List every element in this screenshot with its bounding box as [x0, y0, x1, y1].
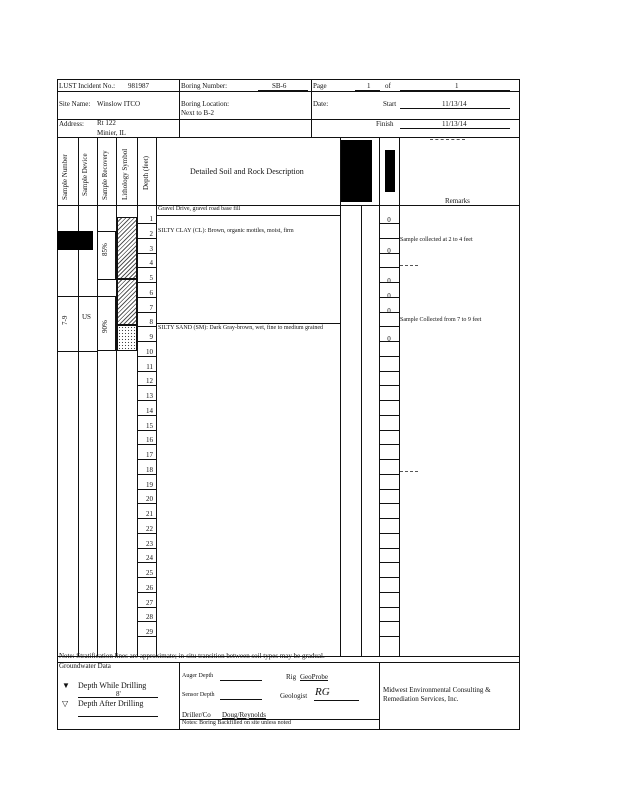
depth-tick — [137, 326, 156, 327]
rig-label: Rig — [286, 673, 297, 681]
depth-number: 6 — [149, 288, 153, 297]
boring-location-value: Next to B-2 — [181, 109, 215, 117]
pid-row-line — [379, 238, 399, 239]
depth-tick — [137, 415, 156, 416]
notes-label: Notes: Boring Backfilled on site unless noted — [182, 720, 291, 726]
depth-tick — [137, 459, 156, 460]
sample-device-2: US — [82, 313, 91, 321]
site-name-value: Winslow ITCO — [97, 100, 141, 108]
sample-recovery-2: 90% — [101, 320, 109, 333]
description-3: SILTY SAND (SM): Dark Gray-brown, wet, fine to medium grained — [158, 325, 324, 331]
depth-tick — [137, 238, 156, 239]
depth-number: 26 — [146, 583, 153, 592]
pid-row-line — [379, 444, 399, 445]
depth-number: 20 — [146, 495, 153, 504]
depth-tick — [137, 400, 156, 401]
depth-number: 25 — [146, 569, 153, 577]
depth-tick — [137, 621, 156, 622]
depth-after-drilling-label: Depth After Drilling — [78, 699, 144, 708]
header-bottom-line — [57, 205, 520, 206]
pid-reading: 0 — [387, 277, 391, 285]
incident-value: 981987 — [128, 82, 149, 90]
geologist-signature: RG — [315, 686, 330, 698]
footer-line — [57, 662, 520, 663]
underline — [400, 128, 510, 129]
auger-depth-label: Auger Depth — [182, 673, 214, 679]
underline — [78, 697, 158, 698]
remark-2: Sample Collected from 7 to 9 feet — [400, 317, 482, 323]
lithology-clay-symbol — [117, 279, 137, 325]
col-line — [340, 137, 341, 656]
header-row-line — [57, 91, 520, 92]
depth-number: 18 — [146, 465, 153, 474]
depth-number: 9 — [149, 333, 153, 341]
pid-row-line — [379, 430, 399, 431]
pid-reading: 0 — [387, 216, 391, 224]
underline — [400, 108, 510, 109]
col-header-sample-number: Sample Number — [61, 154, 69, 200]
pid-reading: 0 — [387, 292, 391, 300]
depth-number: 4 — [149, 259, 153, 268]
col-line — [97, 137, 98, 656]
sensor-depth-label: Sensor Depth — [182, 692, 215, 698]
col-line — [399, 137, 400, 656]
depth-tick — [137, 312, 156, 313]
depth-tick — [137, 253, 156, 254]
depth-tick — [137, 503, 156, 504]
underline — [220, 680, 262, 681]
pid-reading: 0 — [387, 335, 391, 343]
underline — [78, 716, 158, 717]
pid-row-line — [379, 562, 399, 563]
depth-number: 1 — [149, 215, 153, 223]
pid-row-line — [379, 385, 399, 386]
depth-tick — [137, 267, 156, 268]
sample-number-2: 7-9 — [61, 315, 69, 325]
hollow-triangle-icon: ▽ — [62, 699, 69, 708]
depth-tick — [137, 474, 156, 475]
col-header-remarks: Remarks — [445, 197, 470, 205]
header-row-line — [57, 137, 520, 138]
depth-number: 2 — [149, 229, 153, 238]
page-value: 1 — [367, 82, 371, 90]
pid-row-line — [379, 518, 399, 519]
pid-row-line — [379, 356, 399, 357]
depth-tick — [137, 430, 156, 431]
depth-number: 17 — [146, 451, 153, 459]
pid-reading: 0 — [387, 247, 391, 255]
pid-row-line — [379, 267, 399, 268]
pid-row-line — [379, 489, 399, 490]
start-value: 11/13/14 — [442, 100, 467, 108]
depth-tick — [137, 607, 156, 608]
footer-col-line — [379, 662, 380, 730]
pid-row-line — [379, 621, 399, 622]
depth-number: 22 — [146, 524, 153, 533]
geologist-label: Geologist — [280, 692, 308, 700]
description-1: Gravel Drive, gravel road base fill — [158, 206, 241, 212]
depth-tick — [137, 341, 156, 342]
depth-tick — [137, 592, 156, 593]
lithology-clay-symbol — [117, 217, 137, 279]
address-value-2: Minier, IL — [97, 129, 126, 137]
depth-number: 14 — [146, 406, 153, 415]
redaction-block — [57, 231, 93, 250]
depth-tick — [137, 223, 156, 224]
remark-1: Sample collected at 2 to 4 feet — [400, 237, 473, 243]
pid-row-line — [379, 607, 399, 608]
depth-number: 28 — [146, 613, 153, 622]
filled-triangle-icon: ▼ — [62, 681, 70, 690]
boring-number-value: SB-6 — [272, 82, 287, 90]
depth-while-drilling-value: 8' — [116, 690, 121, 698]
driller-value: Doug/Reynolds — [222, 711, 266, 719]
depth-tick — [137, 489, 156, 490]
depth-number: 7 — [149, 303, 153, 312]
finish-label: Finish — [376, 120, 394, 128]
depth-number: 16 — [146, 436, 153, 445]
description-2: SILTY CLAY (CL): Brown, organic mottles, moist, firm — [158, 228, 294, 234]
sample-recovery-1: 85% — [101, 243, 109, 256]
depth-tick — [137, 297, 156, 298]
depth-number: 10 — [146, 347, 153, 356]
start-label: Start — [383, 100, 397, 108]
col-line — [379, 137, 380, 656]
depth-tick — [137, 636, 156, 637]
address-label: Address: — [59, 120, 84, 128]
depth-tick — [137, 548, 156, 549]
date-label: Date: — [313, 100, 329, 108]
depth-number: 3 — [149, 244, 153, 253]
underline — [355, 90, 380, 91]
pid-row-line — [379, 474, 399, 475]
col-header-description: Detailed Soil and Rock Description — [190, 167, 304, 176]
strata-line — [156, 215, 340, 216]
pid-row-line — [379, 592, 399, 593]
strata-line — [156, 323, 340, 324]
page-label: Page — [313, 82, 327, 90]
underline — [220, 699, 262, 700]
groundwater-label: Groundwater Data — [59, 662, 111, 670]
pid-row-line — [379, 636, 399, 637]
header-col-line — [179, 79, 180, 137]
underline — [258, 90, 308, 91]
depth-number: 5 — [149, 274, 153, 282]
rig-value: GeoProbe — [300, 673, 328, 681]
col-line — [137, 137, 138, 656]
sample-line — [57, 351, 97, 352]
depth-number: 13 — [146, 392, 153, 400]
depth-number: 8 — [149, 318, 153, 327]
incident-label: LUST Incident No.: — [59, 82, 116, 90]
dashed-mark — [430, 139, 465, 140]
depth-number: 29 — [146, 628, 153, 636]
pid-reading: 0 — [387, 307, 391, 315]
col-header-depth: Depth (feet) — [142, 155, 150, 190]
sample-line — [57, 296, 97, 297]
stratification-note: Note: Stratification lines are approximate; in-situ transition between soil types may be gradual. — [59, 652, 325, 660]
pid-row-line — [379, 503, 399, 504]
depth-tick — [137, 444, 156, 445]
depth-tick — [137, 533, 156, 534]
boring-number-label: Boring Number: — [181, 82, 228, 90]
col-header-sample-device: Sample Device — [81, 153, 89, 196]
pid-row-line — [379, 459, 399, 460]
depth-number: 21 — [146, 510, 153, 518]
pid-row-line — [379, 400, 399, 401]
depth-tick — [137, 577, 156, 578]
site-name-label: Site Name: — [59, 100, 91, 108]
depth-number: 19 — [146, 480, 153, 489]
col-line — [78, 137, 79, 656]
pid-row-line — [379, 548, 399, 549]
pid-row-line — [379, 415, 399, 416]
company-name: Midwest Environmental Consulting & Remediation Services, Inc. — [383, 686, 491, 703]
col-header-lithology-symbol: Lithology Symbol — [121, 148, 129, 200]
depth-tick — [137, 385, 156, 386]
depth-number: 27 — [146, 598, 153, 607]
depth-while-drilling-label: Depth While Drilling — [78, 681, 147, 690]
pid-row-line — [379, 577, 399, 578]
boring-location-label: Boring Location: — [181, 100, 230, 108]
of-value: 1 — [455, 82, 459, 90]
driller-label: Driller/Co — [182, 711, 211, 719]
col-header-sample-recovery: Sample Recovery — [101, 150, 109, 200]
lithology-sand-symbol — [117, 325, 137, 351]
underline — [314, 700, 359, 701]
depth-number: 24 — [146, 554, 153, 563]
pid-row-line — [379, 371, 399, 372]
depth-number: 15 — [146, 421, 153, 430]
depth-number: 12 — [146, 377, 153, 386]
depth-number: 23 — [146, 539, 153, 548]
depth-tick — [137, 356, 156, 357]
pid-row-line — [379, 326, 399, 327]
dashed-mark — [400, 471, 418, 472]
depth-tick — [137, 562, 156, 563]
finish-value: 11/13/14 — [442, 120, 467, 128]
pid-row-line — [379, 533, 399, 534]
depth-number: 11 — [146, 362, 153, 371]
address-value: Rt 122 — [97, 119, 116, 127]
depth-tick — [137, 518, 156, 519]
underline — [400, 90, 510, 91]
col-line — [361, 205, 362, 656]
redaction-block — [341, 140, 372, 202]
depth-tick — [137, 371, 156, 372]
redaction-block — [385, 150, 395, 192]
header-col-line — [311, 79, 312, 137]
of-label: of — [385, 82, 391, 90]
col-line — [116, 137, 117, 656]
depth-tick — [137, 282, 156, 283]
dashed-mark — [400, 265, 418, 266]
